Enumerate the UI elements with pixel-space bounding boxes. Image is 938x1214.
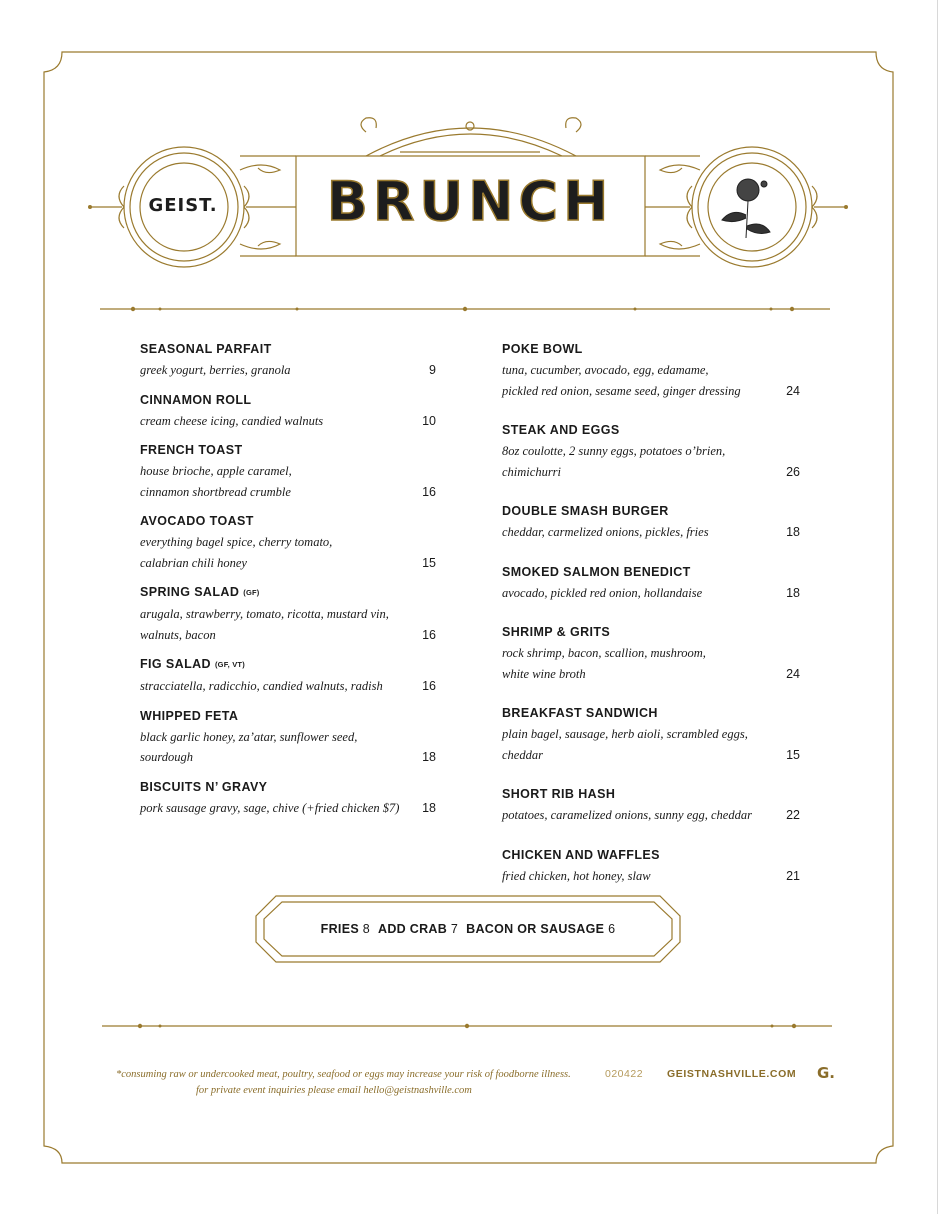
- menu-item: [140, 338, 436, 381]
- menu-item-description: fried chicken, hot honey, slaw: [502, 868, 651, 883]
- private-event-note: for private event inquiries please email hello@geistnashville.com: [196, 1085, 472, 1096]
- menu-item-description: everything bagel spice, cherry tomato, calabrian chili honey: [140, 535, 333, 570]
- menu-item-name: FRENCH TOAST: [140, 443, 243, 457]
- addon-item: [321, 922, 370, 936]
- menu-item-price: 18: [786, 525, 800, 539]
- menu-item: [502, 621, 800, 684]
- menu-item-name: DOUBLE SMASH BURGER: [502, 504, 669, 518]
- addon-name: ADD CRAB: [378, 922, 448, 936]
- website-link[interactable]: GEISTNASHVILLE.COM: [667, 1068, 797, 1080]
- menu-item-description: house brioche, apple caramel, cinnamon shortbread crumble: [140, 464, 292, 499]
- menu-item-price: 18: [422, 800, 436, 815]
- menu-item-name: FIG SALAD (GF, VT): [140, 657, 245, 671]
- menu-item-description: potatoes, caramelized onions, sunny egg, cheddar: [502, 808, 752, 822]
- menu-item-description: rock shrimp, bacon, scallion, mushroom, white wine broth: [502, 646, 706, 681]
- menu-item-name: POKE BOWL: [502, 342, 583, 356]
- menu-item-price: 22: [786, 808, 800, 822]
- menu-item-name: BREAKFAST SANDWICH: [502, 706, 658, 720]
- menu-item: [140, 653, 436, 697]
- menu-item-name: WHIPPED FETA: [140, 708, 239, 723]
- menu-item: [502, 783, 800, 826]
- menu-item-price: 10: [422, 413, 436, 428]
- menu-item-description: black garlic honey, za’atar, sunflower seed, sourdough: [140, 729, 358, 764]
- menu-item-price: 15: [786, 747, 800, 762]
- right-medallion-ring: [692, 147, 812, 267]
- menu-item: [140, 510, 436, 573]
- menu-item-name: AVOCADO TOAST: [140, 514, 254, 528]
- allergen-warning: *consuming raw or undercooked meat, poultry, seafood or eggs may increase your risk of foodborne illness.: [116, 1069, 571, 1080]
- menu-item-price: 24: [786, 383, 800, 398]
- menu-item-price: 16: [422, 484, 436, 499]
- menu-item-price: 26: [786, 464, 800, 479]
- menu-item: [140, 581, 436, 645]
- addon-price: 6: [608, 922, 616, 936]
- menu-item-description: plain bagel, sausage, herb aioli, scrambled eggs, cheddar: [502, 727, 748, 762]
- menu-item-description: avocado, pickled red onion, hollandaise: [502, 585, 703, 600]
- menu-item: [140, 439, 436, 502]
- menu-item: [140, 389, 436, 432]
- menu-item-name: CINNAMON ROLL: [140, 392, 252, 407]
- menu-item-price: 24: [786, 666, 800, 681]
- menu-item-description: greek yogurt, berries, granola: [140, 363, 291, 377]
- rose-icon: [722, 179, 770, 238]
- menu-item-name: CHICKEN AND WAFFLES: [502, 847, 660, 862]
- geist-footer-logo: G.: [817, 1064, 836, 1082]
- addon-item: [378, 922, 458, 936]
- menu-item-description: stracciatella, radicchio, candied walnuts, radish: [140, 679, 383, 693]
- menu-item-name: SHRIMP & GRITS: [502, 625, 611, 639]
- addon-name: BACON OR SAUSAGE: [466, 922, 605, 936]
- menu-item-name: SMOKED SALMON BENEDICT: [502, 564, 691, 579]
- addons-box: [258, 897, 678, 961]
- menu-item-description: pork sausage gravy, sage, chive (+fried chicken $7): [140, 800, 400, 815]
- menu-column-left: [140, 338, 436, 818]
- menu-item-price: 18: [786, 585, 800, 600]
- menu-item-name: STEAK AND EGGS: [502, 423, 620, 437]
- geist-logo-badge: GEIST.: [148, 195, 218, 216]
- page-title: BRUNCH: [326, 170, 614, 233]
- menu-item-name: SEASONAL PARFAIT: [140, 342, 272, 356]
- dietary-tag: (GF): [243, 588, 260, 597]
- menu-item-description: arugala, strawberry, tomato, ricotta, mustard vin, walnuts, bacon: [140, 607, 389, 642]
- menu-item-name: BISCUITS N’ GRAVY: [140, 779, 268, 794]
- menu-item: [502, 844, 800, 887]
- menu-item: [502, 561, 800, 604]
- menu-item-description: cheddar, carmelized onions, pickles, fries: [502, 525, 709, 539]
- menu-item-description: 8oz coulotte, 2 sunny eggs, potatoes o’brien, chimichurri: [502, 444, 726, 479]
- menu-item: [140, 705, 436, 768]
- addon-price: 8: [362, 922, 371, 936]
- menu-item-description: cream cheese icing, candied walnuts: [140, 413, 324, 428]
- menu-item-price: 16: [422, 627, 436, 642]
- addon-item: [466, 922, 615, 936]
- menu-column-right: [502, 338, 800, 886]
- menu-item: [502, 419, 800, 482]
- menu-item: [502, 338, 800, 401]
- menu-item-description: tuna, cucumber, avocado, egg, edamame, pickled red onion, sesame seed, ginger dressing: [502, 363, 741, 398]
- menu-code: 020422: [605, 1068, 644, 1080]
- menu-item-price: 21: [786, 868, 800, 883]
- menu-item: [502, 500, 800, 543]
- menu-item-name: SHORT RIB HASH: [502, 787, 616, 801]
- menu-item-price: 18: [422, 750, 436, 764]
- menu-item-price: 15: [422, 555, 436, 570]
- addon-price: 7: [450, 922, 459, 936]
- menu-item-name: SPRING SALAD (GF): [140, 585, 260, 599]
- menu-item-price: 9: [429, 363, 436, 377]
- menu-item: [502, 702, 800, 765]
- dietary-tag: (GF, VT): [214, 660, 245, 669]
- addon-name: FRIES: [320, 922, 359, 936]
- menu-item: [140, 776, 436, 819]
- menu-item-price: 16: [422, 679, 436, 693]
